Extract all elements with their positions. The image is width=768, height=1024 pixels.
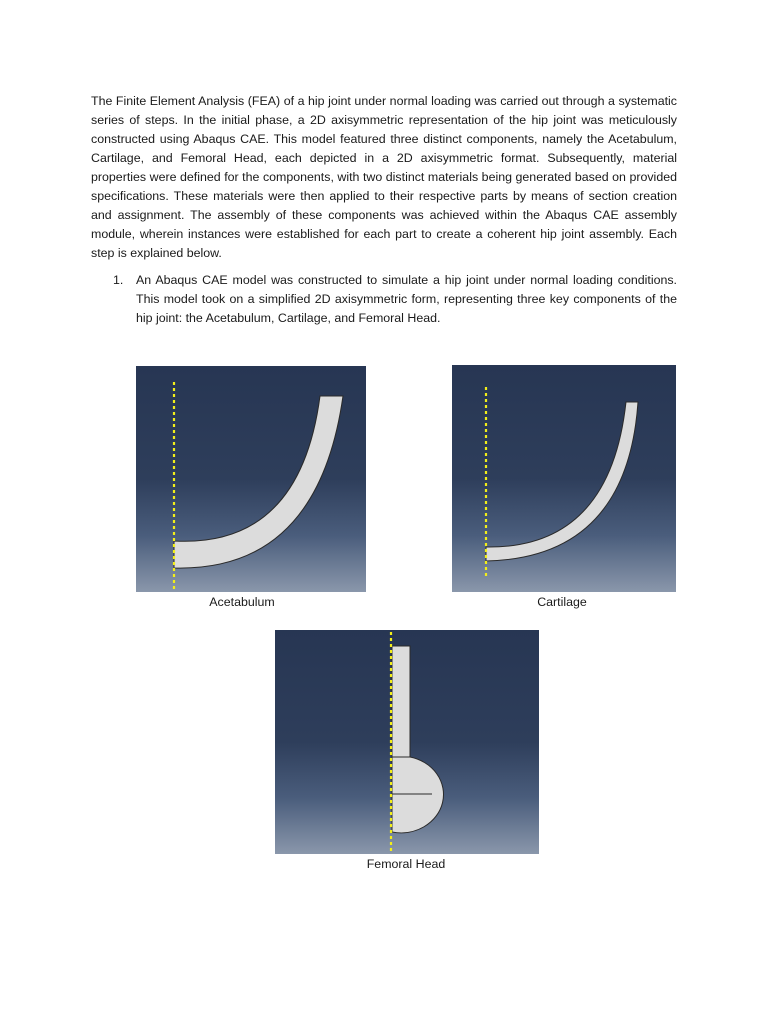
- acetabulum-figure: [136, 366, 366, 592]
- intro-paragraph: The Finite Element Analysis (FEA) of a hip joint under normal loading was carried out through a systematic series of steps. In the initial phase, a 2D axisymmetric representation of the hip joint was meticulously constructed using Abaqus CAE. This model featured three distinct components, namely the Acetabulum, Cartilage, and Femoral Head, each depicted in a 2D axisymmetric format. Subsequently, material properties were defined for the components, with two distinct materials being generated based on provided specifications. These materials were then applied to their respective parts by means of section creation and assignment. The assembly of these components was achieved within the Abaqus CAE assembly module, wherein instances were established for each part to create a coherent hip joint assembly. Each step is explained below.: [91, 94, 677, 260]
- cartilage-figure: [452, 365, 676, 592]
- cartilage-viewport: [452, 365, 676, 592]
- acetabulum-caption: Acetabulum: [209, 595, 275, 609]
- list-number: 1.: [113, 273, 124, 287]
- femoral-head-viewport: [275, 630, 539, 854]
- acetabulum-viewport: [136, 366, 366, 592]
- femoral-head-figure: [275, 630, 539, 854]
- cartilage-caption: Cartilage: [537, 595, 587, 609]
- list-item-text: An Abaqus CAE model was constructed to simulate a hip joint under normal loading conditions. This model took on a simplified 2D axisymmetric form, representing three key components of the hip joint: the Acetabulum, Cartilage, and Femoral Head.: [136, 273, 677, 325]
- femoral-head-caption: Femoral Head: [366, 857, 446, 871]
